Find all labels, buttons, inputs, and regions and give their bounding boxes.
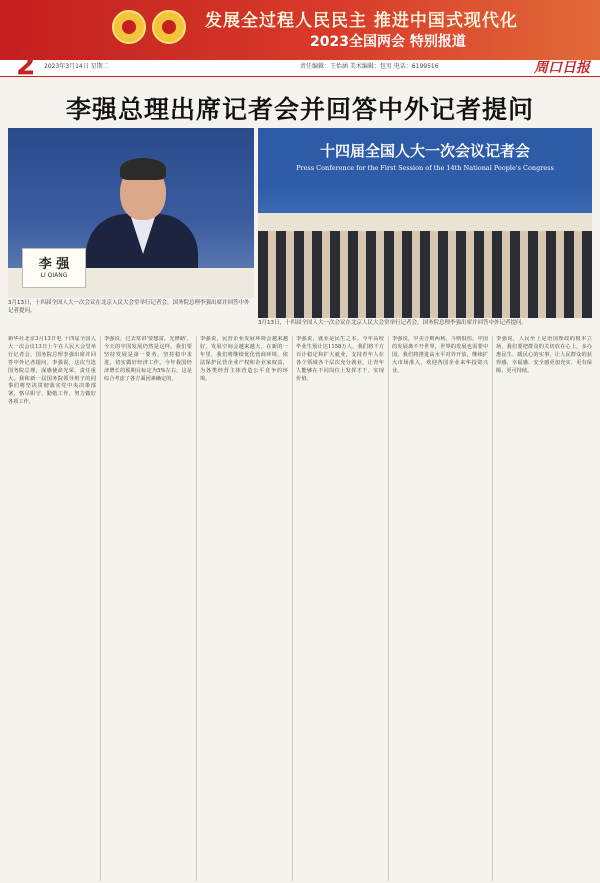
article-column-5: 李强说，中美合则两利、斗则俱伤。中国的发展离不开世界，世界的发展也需要中国。我们将推进高水平对外开放，继续扩大市场准入，欢迎各国企业来华投资兴业。 (392, 336, 488, 374)
cppcc-emblem-icon (152, 10, 186, 44)
right-photo-caption: 3月13日，十四届全国人大一次会议在北京人民大会堂举行记者会，国务院总理李强出席并回答中外记者提问。 (258, 320, 528, 326)
article-column-2: 李强说，过去常讲'要想富，先修路'，今天的中国发展仍然是这样。我们要坚持发展是第一要务，坚持稳中求进，切实做好经济工作。今年我国经济增长的预期目标定为5%左右，这是综合考虑了各方面因素确定的。 (104, 336, 192, 382)
conference-subtitle: Press Conference for the First Session of the 14th National People's Congress (296, 164, 554, 172)
page-number: 2 (16, 48, 36, 81)
press-conference-photo (258, 128, 592, 318)
article-column-4: 李强说，就业是民生之本。今年高校毕业生预计达1158万人，我们将千方百计稳定和扩大就业，支持青年人在各个领域各个层次充分就业，让青年人能够在不同岗位上发挥才干、实现价值。 (296, 336, 384, 382)
article-column-6: 李强说，人民至上是治国理政的根本立场，我们要把群众的关切放在心上，多办惠民生、暖民心的实事，让人民群众的获得感、幸福感、安全感更加充实、更有保障、更可持续。 (496, 336, 592, 374)
national-emblem-icon (112, 10, 146, 44)
paper-logo: 周口日报 (534, 60, 590, 76)
left-photo-caption: 3月13日，十四届全国人大一次会议在北京人民大会堂举行记者会，国务院总理李强出席并回答中外记者提问。 (8, 300, 250, 314)
premier-photo (8, 128, 254, 298)
nameplate (22, 248, 86, 288)
conference-title: 十四届全国人大一次会议记者会 (319, 142, 530, 160)
banner-slogan: 发展全过程人民民主 推进中国式现代化 (205, 11, 518, 31)
article-column-1: 新华社北京3月13日电 十四届全国人大一次会议13日上午在人民大会堂举行记者会，国务院总理李强出席并回答中外记者提问。李强说，这次当选国务院总理，深感使命光荣、责任重大。我和新一届国务院领导班子的同事们将坚决贯彻落实党中央决策部署，恪尽职守、勤勉工作，努力做好各项工作。 (8, 336, 96, 406)
nameplate-english: LI QIANG (40, 272, 68, 279)
date-line: 2023年3月14日 星期二 (44, 63, 109, 70)
nameplate-chinese: 李 强 (38, 257, 70, 272)
page-banner (0, 0, 600, 60)
article-column-3: 李强说，民营企业发展环境会越来越好，发展空间会越来越大。在新的一年里，我们将继续优化营商环境，依法保护民营企业产权和企业家权益，为各类经营主体营造公平竞争的环境。 (200, 336, 288, 382)
page-headline: 李强总理出席记者会并回答中外记者提问 (65, 95, 534, 124)
editor-line: 责任编辑：王怡涵 美术编辑：包男 电话：6199516 (300, 63, 439, 70)
special-report-label: 2023全国两会 特别报道 (310, 34, 466, 50)
